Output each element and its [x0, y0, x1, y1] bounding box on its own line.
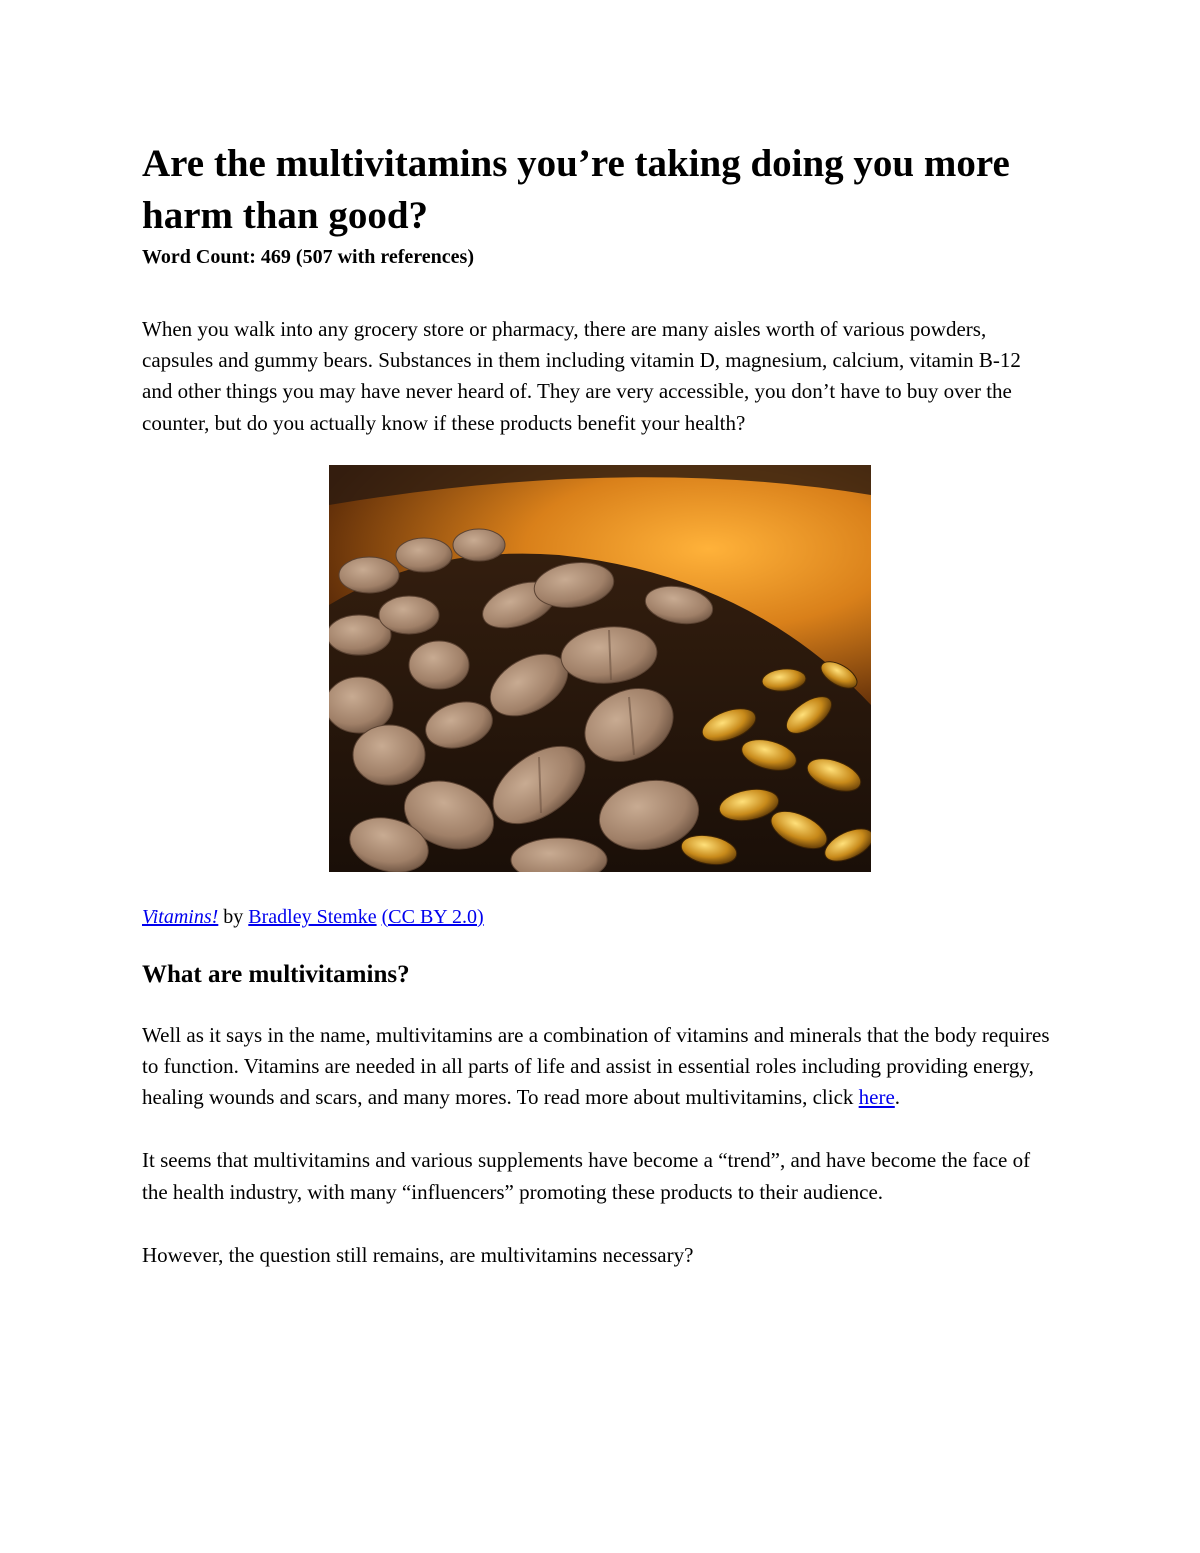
article-body — [142, 138, 1052, 1271]
paragraph-definition — [142, 1020, 1052, 1114]
caption-by: by — [218, 905, 249, 928]
paragraph-question: However, the question still remains, are multivitamins necessary? — [142, 1242, 694, 1267]
read-more-link[interactable]: here — [858, 1085, 895, 1110]
license-link[interactable]: (CC BY 2.0) — [381, 905, 484, 928]
intro-paragraph: When you walk into any grocery store or pharmacy, there are many aisles worth of various powders, capsules and gummy bears. Substances in them including vitamin D, magnesium, calcium, vitamin B-12 and other things you may have never heard of. They are very accessible, you don’t have to buy over the counter, but do you actually know if these products benefit your health? — [142, 317, 1021, 435]
vitamins-photo — [329, 465, 871, 872]
figure — [142, 465, 1052, 872]
image-caption — [142, 902, 1052, 932]
word-count: Word Count: 469 (507 with references) — [142, 246, 474, 268]
paragraph-definition-end: . — [894, 1085, 901, 1110]
article-title: Are the multivitamins you’re taking doing you more harm than good? — [142, 142, 1010, 237]
paragraph-trend: It seems that multivitamins and various supplements have become a “trend”, and have become the face of the health industry, with many “influencers” promoting these products to their audience. — [142, 1148, 1031, 1204]
author-link[interactable]: Bradley Stemke — [248, 905, 377, 928]
work-title-link[interactable]: Vitamins! — [142, 905, 219, 928]
section-heading: What are multivitamins? — [142, 960, 410, 988]
paragraph-definition-text: Well as it says in the name, multivitamins are a combination of vitamins and minerals that the body requires to function. Vitamins are needed in all parts of life and assist in essential roles including providing energy, healing wounds and scars, and many mores. To read more about multivitamins, click — [142, 1022, 1050, 1110]
